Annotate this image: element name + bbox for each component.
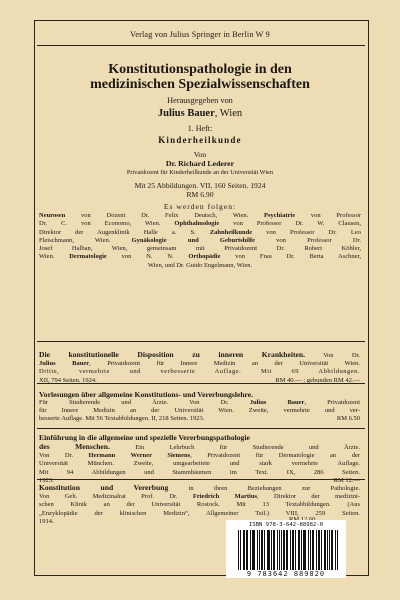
editor-city: , Wien <box>214 108 243 119</box>
list-line: Direktor der Augenklinik Halle a. S. Zahnheilkunde von Professor Dr. Leo <box>39 228 361 236</box>
divider <box>37 383 365 384</box>
divider <box>37 479 365 480</box>
book-price: RM 6.90 <box>186 190 214 199</box>
entry-title: Die konstitutionelle Disposition zu inneren Krankheiten. <box>39 350 305 359</box>
barcode-bars <box>238 530 338 570</box>
list-line: Neurosen von Dozent Dr. Felix Deutsch, Wien. Psychiatrie von Professor <box>39 212 361 219</box>
book-title <box>0 62 400 92</box>
publisher-line: Verlag von Julius Springer in Berlin W 9 <box>130 30 270 39</box>
divider <box>37 45 365 46</box>
book-entry: Konstitution und Vererbung in ihren Beziehungen zur Pathologie. Von Geh. Medizinalrat Prof. Dr. Friedrich Martius, Direktor der medizini- schen Klinik an der Universität Rostock. Mit 13 Textabbildungen. (Aus „Enzyklopädie der klinischen Medizin“, Allgemeiner Teil.) VIII, 259 Seiten. 1914. <box>39 483 361 525</box>
barcode <box>226 520 346 578</box>
book-entry: Einführung in die allgemeine und spezielle Vererbungspathologie des Menschen. Ein Lehrbuch für Studierende und Ärzte. Von Dr. Hermann Werner Siemens, Privatdozent für Dermatologie an der Universität München. Zweite, umgearbeitete und stark vermehrte Auflage. Mit 94 Abbildungen und Stammbäumen im Text. IX, 286 Seiten. 1923. RM 12.— <box>39 433 361 484</box>
forthcoming-list <box>39 212 361 270</box>
entry-title: Konstitution und Vererbung <box>39 483 169 492</box>
entry-price: RM 12.— <box>333 476 360 484</box>
list-line: Fleischmann, Wien. Gynäkologie und Geburtshilfe von Professor Dr. <box>39 236 362 244</box>
list-line: Dr. C. von Economo, Wien. Ophthalmologie von Professor Dr. W. Clausen, <box>39 220 361 228</box>
author-affiliation: Privatdozent für Kinderheilkunde an der Universität Wien <box>126 169 274 176</box>
divider <box>37 341 365 342</box>
book-details: Mit 25 Abbildungen. VII, 160 Seiten. 1924 <box>134 181 266 190</box>
entry-title: Vorlesungen über allgemeine Konstitutions- und Vererbungslehre. <box>39 390 254 399</box>
title-line-1: Konstitutionspathologie in den <box>108 62 292 77</box>
by-label: Von <box>193 150 207 159</box>
forthcoming-heading: Es werden folgen: <box>163 202 237 211</box>
divider <box>37 428 365 429</box>
book-entry: Vorlesungen über allgemeine Konstitutions- und Vererbungslehre. Für Studierende und Ärzte. Von Dr. Julius Bauer, Privatdozent für Innere Medizin an der Universität Wien. Zweite, vermehrte und ver- besserte Auflage. Mit 56 Textabbildungen. II, 218 Seiten. 1923. RM 6.50 <box>39 390 361 423</box>
volume-label: 1. Heft: <box>187 124 213 133</box>
entry-title: Einführung in die allgemeine und spezielle Vererbungspathologie <box>39 433 250 442</box>
editor <box>0 108 400 119</box>
entry-price: RM 40.— ; gebunden RM 42.— <box>275 376 360 384</box>
editor-name: Julius Bauer <box>157 108 215 119</box>
list-line: Josef Halban, Wien, gemeinsam mit Privatdozent Dr. Robert Köhler, <box>39 245 361 253</box>
title-line-2: medizinischen Spezialwissenschaften <box>90 77 310 92</box>
isbn-text: ISBN 978-3-642-88982-0 <box>248 522 324 528</box>
barcode-digits: 9 783642 889820 <box>246 570 326 578</box>
entry-price: RM 6.50 <box>336 415 360 423</box>
book-entry: Die konstitutionelle Disposition zu inneren Krankheiten. Von Dr. Julius Bauer, Privatdozent für Innere Medizin an der Universität Wien. Dritte, vermehrte und verbesserte Auflage. Mit 69 Abbildungen. XII, 794 Seiten. 1924. RM 40.— ; gebunden RM 42.— <box>39 350 360 384</box>
volume-title: Kinderheilkunde <box>158 135 242 145</box>
list-line: Wien. Dermatologie von N. N. Orthopädie von Frau Dr. Berta Aschner, <box>39 253 361 261</box>
edited-by-label: Herausgegeben von <box>167 96 233 105</box>
list-line: Wien, und Dr. Guido Engelmann, Wien. <box>147 261 253 269</box>
author-name: Dr. Richard Lederer <box>165 159 235 168</box>
